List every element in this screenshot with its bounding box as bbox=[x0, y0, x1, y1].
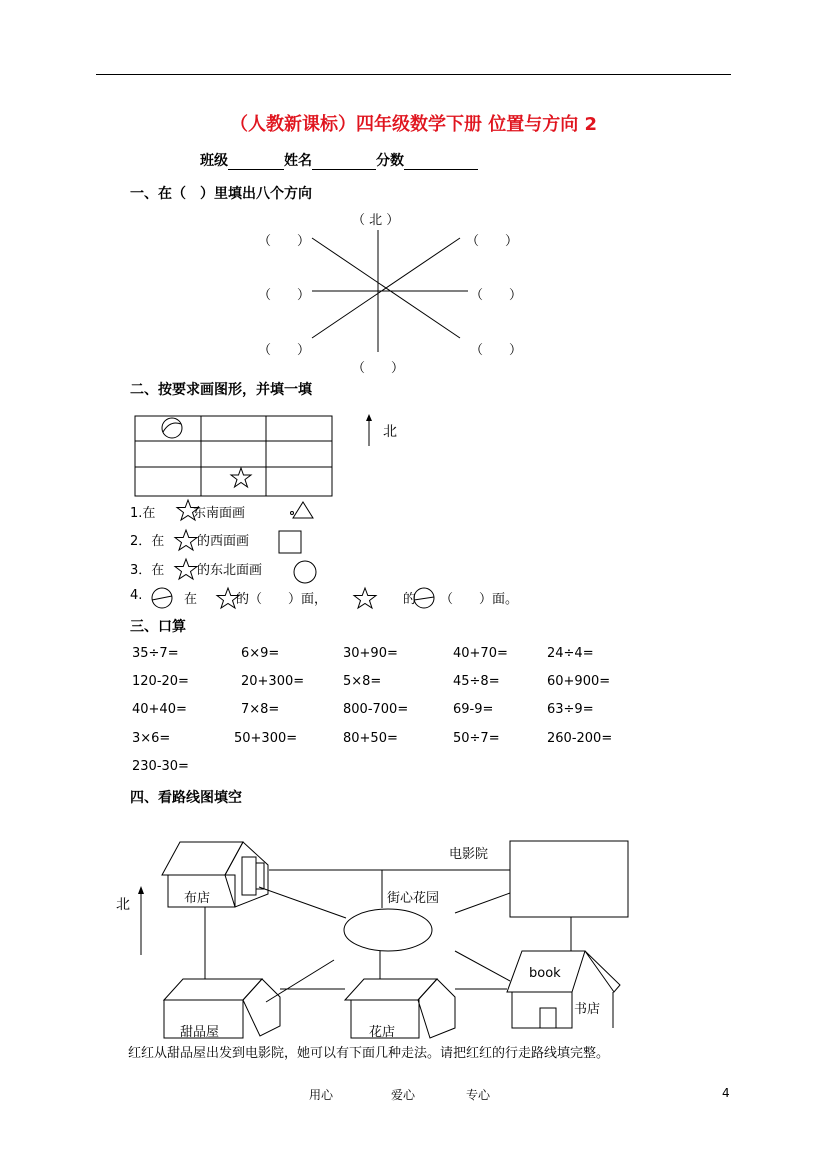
q2-text: 的西面画 bbox=[197, 534, 250, 549]
ne-blank[interactable]: （ ） bbox=[466, 234, 519, 249]
se-blank[interactable]: （ ） bbox=[470, 343, 523, 358]
cinema-box bbox=[510, 841, 628, 917]
flower-label: 花店 bbox=[369, 1025, 396, 1040]
calc-r1-c3: 30+90= bbox=[343, 646, 398, 661]
score-label: 分数 bbox=[376, 153, 404, 169]
q4-d: （ ）面。 bbox=[440, 592, 519, 607]
calc-r3-c4: 69-9= bbox=[453, 702, 494, 717]
q1-num: 1.在 bbox=[130, 506, 156, 521]
section1-heading: 一、在（ ）里填出八个方向 bbox=[130, 186, 312, 202]
calc-r2-c1: 120-20= bbox=[132, 674, 189, 689]
section3-heading: 三、口算 bbox=[130, 619, 186, 635]
calc-r1-c4: 40+70= bbox=[453, 646, 508, 661]
sw-blank[interactable]: （ ） bbox=[258, 343, 311, 358]
calc-r2-c5: 60+900= bbox=[547, 674, 611, 689]
map-north-label: 北 bbox=[116, 897, 130, 913]
name-label: 姓名 bbox=[284, 153, 312, 169]
calc-r5-c1: 230-30= bbox=[132, 759, 189, 774]
calc-r2-c3: 5×8= bbox=[343, 674, 382, 689]
section4-heading: 四、看路线图填空 bbox=[130, 790, 242, 806]
page-number: 4 bbox=[722, 1086, 730, 1100]
calc-r2-c2: 20+300= bbox=[241, 674, 305, 689]
calc-r1-c2: 6×9= bbox=[241, 646, 280, 661]
calc-r3-c3: 800-700= bbox=[343, 702, 409, 717]
calc-r4-c1: 3×6= bbox=[132, 731, 171, 746]
q3-text: 的东北面画 bbox=[197, 563, 263, 578]
footer-c: 专心 bbox=[466, 1088, 491, 1102]
calc-r4-c4: 50÷7= bbox=[453, 731, 500, 746]
q4-num: 4. bbox=[130, 588, 143, 603]
garden-ellipse bbox=[344, 909, 432, 951]
q2-num: 2．在 bbox=[130, 534, 165, 549]
garden-label: 街心花园 bbox=[387, 891, 440, 906]
dessert-label: 甜品屋 bbox=[180, 1025, 220, 1040]
q4-b: 的（ ）面， bbox=[236, 592, 328, 607]
page-title: （人教新课标）四年级数学下册 位置与方向 2 bbox=[229, 114, 598, 135]
class-label: 班级 bbox=[200, 153, 228, 169]
w-blank[interactable]: （ ） bbox=[258, 288, 311, 303]
footer-a: 用心 bbox=[309, 1088, 334, 1102]
q4-a: 在 bbox=[184, 592, 198, 607]
cloth-shop-label: 布店 bbox=[184, 891, 211, 906]
calc-r3-c2: 7×8= bbox=[241, 702, 280, 717]
calc-r4-c5: 260-200= bbox=[547, 731, 613, 746]
grid-north-label: 北 bbox=[383, 424, 397, 440]
flower-shop-house bbox=[345, 979, 455, 1038]
north-label: （ 北 ） bbox=[352, 213, 400, 228]
calc-r1-c5: 24÷4= bbox=[547, 646, 594, 661]
calc-r3-c5: 63÷9= bbox=[547, 702, 594, 717]
calc-r4-c3: 80+50= bbox=[343, 731, 398, 746]
s-blank[interactable]: （ ） bbox=[352, 361, 405, 376]
map-north-arrow-head bbox=[138, 886, 144, 894]
section2-heading: 二、按要求画图形，并填一填 bbox=[130, 382, 312, 398]
calc-r2-c4: 45÷8= bbox=[453, 674, 500, 689]
e-blank[interactable]: （ ） bbox=[470, 288, 523, 303]
route-question: 红红从甜品屋出发到电影院，她可以有下面几种走法。请把红红的行走路线填完整。 bbox=[128, 1046, 610, 1061]
footer-b: 爱心 bbox=[391, 1088, 416, 1102]
bookshop-label: 书店 bbox=[574, 1002, 601, 1017]
q1-text: 东南面画 bbox=[193, 506, 246, 521]
nw-blank[interactable]: （ ） bbox=[258, 234, 311, 249]
calc-r1-c1: 35÷7= bbox=[132, 646, 179, 661]
calc-r4-c2: 50+300= bbox=[234, 731, 298, 746]
cinema-label: 电影院 bbox=[449, 847, 489, 862]
q3-num: 3．在 bbox=[130, 563, 165, 578]
book-shop-house bbox=[507, 951, 620, 1028]
calc-r3-c1: 40+40= bbox=[132, 702, 187, 717]
q4-c: 的 bbox=[403, 592, 417, 607]
book-label: book bbox=[529, 966, 561, 981]
cloth-shop-house bbox=[162, 842, 268, 907]
